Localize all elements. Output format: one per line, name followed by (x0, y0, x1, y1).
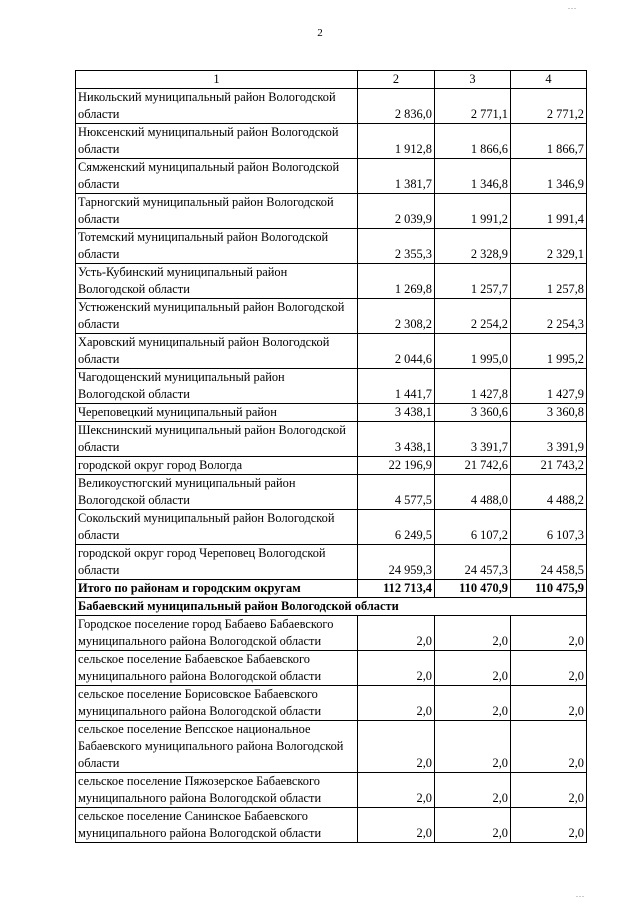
row-value-3: 3 391,7 (435, 422, 511, 457)
row-name: Шекснинский муниципальный район Вологодской области (76, 422, 358, 457)
row-value-3: 2 254,2 (435, 299, 511, 334)
row-value-4: 6 107,3 (511, 510, 587, 545)
table-row (76, 194, 587, 229)
row-name: городской округ город Вологда (76, 457, 358, 475)
table-row (76, 457, 587, 475)
row-value-2: 2 308,2 (358, 299, 435, 334)
row-value-4: 1 866,7 (511, 124, 587, 159)
total-row (76, 580, 587, 598)
row-value-4: 2,0 (511, 686, 587, 721)
row-value-2: 3 438,1 (358, 422, 435, 457)
row-value-3: 1 346,8 (435, 159, 511, 194)
row-value-4: 1 995,2 (511, 334, 587, 369)
row-name: сельское поселение Пяжозерское Бабаевского муниципального района Вологодской области (76, 773, 358, 808)
header-col-1: 1 (76, 71, 358, 89)
row-value-4: 2 771,2 (511, 89, 587, 124)
row-name: Сямженский муниципальный район Вологодской области (76, 159, 358, 194)
row-value-3: 2,0 (435, 651, 511, 686)
row-value-2: 22 196,9 (358, 457, 435, 475)
row-value-4: 1 346,9 (511, 159, 587, 194)
row-value-4: 1 427,9 (511, 369, 587, 404)
row-value-2: 24 959,3 (358, 545, 435, 580)
table-row (76, 721, 587, 773)
table-row (76, 545, 587, 580)
row-value-3: 4 488,0 (435, 475, 511, 510)
table-row (76, 616, 587, 651)
row-value-4: 21 743,2 (511, 457, 587, 475)
row-value-4: 3 391,9 (511, 422, 587, 457)
total-value-4: 110 475,9 (511, 580, 587, 598)
row-value-2: 2,0 (358, 721, 435, 773)
row-value-3: 1 427,8 (435, 369, 511, 404)
row-value-2: 2,0 (358, 773, 435, 808)
table-row (76, 124, 587, 159)
header-col-3: 3 (435, 71, 511, 89)
budget-table (75, 70, 587, 843)
row-value-2: 2,0 (358, 651, 435, 686)
row-value-2: 2 355,3 (358, 229, 435, 264)
row-value-3: 2,0 (435, 616, 511, 651)
row-name: Тарногский муниципальный район Вологодской области (76, 194, 358, 229)
table-row (76, 369, 587, 404)
row-value-3: 2 771,1 (435, 89, 511, 124)
row-value-2: 2 044,6 (358, 334, 435, 369)
table-row (76, 773, 587, 808)
row-value-4: 1 991,4 (511, 194, 587, 229)
row-value-3: 1 866,6 (435, 124, 511, 159)
table-row (76, 229, 587, 264)
row-value-2: 1 912,8 (358, 124, 435, 159)
corner-mark: ... (568, 2, 577, 11)
table-row (76, 686, 587, 721)
row-value-3: 3 360,6 (435, 404, 511, 422)
section-header-row (76, 598, 587, 616)
table-row (76, 510, 587, 545)
header-col-4: 4 (511, 71, 587, 89)
row-value-2: 1 269,8 (358, 264, 435, 299)
row-value-3: 2,0 (435, 773, 511, 808)
section-title: Бабаевский муниципальный район Вологодской области (76, 598, 587, 616)
total-value-3: 110 470,9 (435, 580, 511, 598)
row-value-4: 2 329,1 (511, 229, 587, 264)
row-value-3: 2,0 (435, 808, 511, 843)
row-name: сельское поселение Санинское Бабаевского муниципального района Вологодской области (76, 808, 358, 843)
row-name: Сокольский муниципальный район Вологодской области (76, 510, 358, 545)
row-name: Тотемский муниципальный район Вологодской области (76, 229, 358, 264)
row-name: Череповецкий муниципальный район (76, 404, 358, 422)
table-row (76, 334, 587, 369)
row-value-4: 2 254,3 (511, 299, 587, 334)
table-row (76, 264, 587, 299)
row-name: Усть-Кубинский муниципальный район Вологодской области (76, 264, 358, 299)
row-name: Чагодощенский муниципальный район Вологодской области (76, 369, 358, 404)
row-name: городской округ город Череповец Вологодской области (76, 545, 358, 580)
row-name: сельское поселение Вепсское национальное Бабаевского муниципального района Вологодской области (76, 721, 358, 773)
row-value-4: 2,0 (511, 616, 587, 651)
row-value-3: 2,0 (435, 686, 511, 721)
table-header-row (76, 71, 587, 89)
row-value-4: 1 257,8 (511, 264, 587, 299)
page-number: 2 (317, 27, 323, 39)
row-name: Великоустюгский муниципальный район Вологодской области (76, 475, 358, 510)
row-value-3: 6 107,2 (435, 510, 511, 545)
footer-mark: ... (576, 890, 585, 899)
row-value-4: 4 488,2 (511, 475, 587, 510)
header-col-2: 2 (358, 71, 435, 89)
table-row (76, 422, 587, 457)
row-name: Нюксенский муниципальный район Вологодской области (76, 124, 358, 159)
row-name: сельское поселение Борисовское Бабаевского муниципального района Вологодской области (76, 686, 358, 721)
row-name: Харовский муниципальный район Вологодской области (76, 334, 358, 369)
row-value-2: 6 249,5 (358, 510, 435, 545)
table-row (76, 299, 587, 334)
row-value-4: 3 360,8 (511, 404, 587, 422)
row-value-2: 1 441,7 (358, 369, 435, 404)
row-value-3: 1 995,0 (435, 334, 511, 369)
row-name: Никольский муниципальный район Вологодской области (76, 89, 358, 124)
row-value-3: 1 257,7 (435, 264, 511, 299)
row-value-3: 1 991,2 (435, 194, 511, 229)
total-label: Итого по районам и городским округам (76, 580, 358, 598)
row-name: Устюженский муниципальный район Вологодской области (76, 299, 358, 334)
row-value-4: 2,0 (511, 651, 587, 686)
table-row (76, 808, 587, 843)
row-value-2: 1 381,7 (358, 159, 435, 194)
row-value-4: 2,0 (511, 773, 587, 808)
row-value-2: 4 577,5 (358, 475, 435, 510)
row-value-4: 2,0 (511, 721, 587, 773)
row-value-3: 2,0 (435, 721, 511, 773)
row-value-2: 2 836,0 (358, 89, 435, 124)
row-value-3: 21 742,6 (435, 457, 511, 475)
table-row (76, 651, 587, 686)
row-value-2: 2 039,9 (358, 194, 435, 229)
row-name: Городское поселение город Бабаево Бабаевского муниципального района Вологодской области (76, 616, 358, 651)
row-value-2: 2,0 (358, 808, 435, 843)
row-name: сельское поселение Бабаевское Бабаевского муниципального района Вологодской области (76, 651, 358, 686)
row-value-3: 24 457,3 (435, 545, 511, 580)
row-value-4: 24 458,5 (511, 545, 587, 580)
row-value-2: 2,0 (358, 616, 435, 651)
total-value-2: 112 713,4 (358, 580, 435, 598)
table-row (76, 404, 587, 422)
row-value-2: 2,0 (358, 686, 435, 721)
row-value-4: 2,0 (511, 808, 587, 843)
table-row (76, 159, 587, 194)
table-row (76, 89, 587, 124)
table-row (76, 475, 587, 510)
row-value-3: 2 328,9 (435, 229, 511, 264)
row-value-2: 3 438,1 (358, 404, 435, 422)
